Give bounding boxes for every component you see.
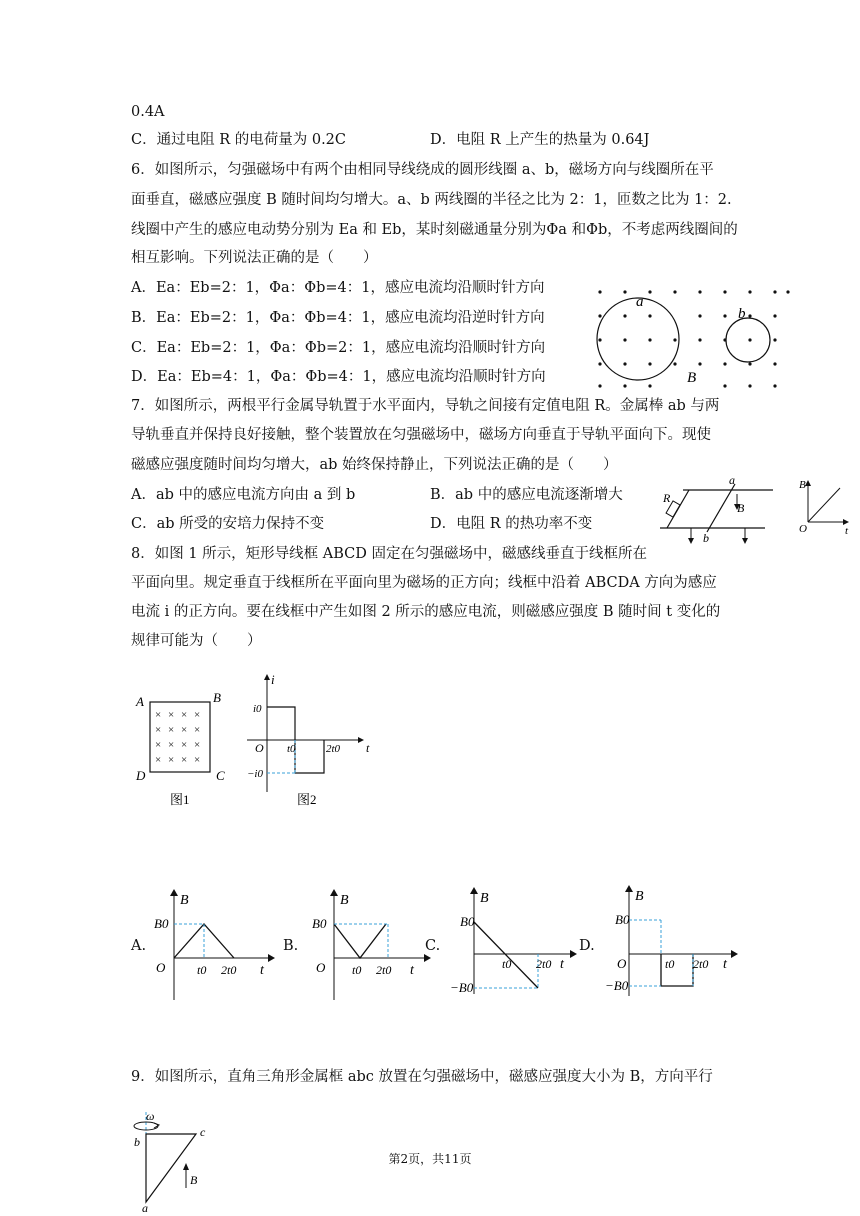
svg-text:−B0: −B0 — [605, 978, 629, 993]
svg-text:B: B — [190, 1173, 198, 1187]
q8-line: 8．如图 1 所示，矩形导线框 ABCD 固定在匀强磁场中，磁感线垂直于线框所在 — [131, 546, 648, 562]
svg-text:×: × — [181, 754, 188, 766]
option-c-label: C. — [425, 938, 441, 954]
q6-line: 6．如图所示，匀强磁场中有两个由相同导线绕成的圆形线圈 a、b，磁场方向与线圈所在平 — [131, 162, 714, 178]
svg-text:B0: B0 — [460, 914, 475, 929]
q7-option-c: C．ab 所受的安培力保持不变 — [131, 516, 325, 532]
svg-text:B: B — [340, 893, 349, 908]
svg-text:×: × — [155, 709, 162, 721]
svg-text:×: × — [155, 739, 162, 751]
svg-text:i0: i0 — [253, 703, 262, 715]
option-c: C．通过电阻 R 的电荷量为 0.2C — [131, 132, 346, 148]
svg-text:×: × — [194, 709, 201, 721]
fig8-figures — [130, 672, 390, 812]
svg-text:×: × — [194, 739, 201, 751]
q7-line: 7．如图所示，两根平行金属导轨置于水平面内，导轨之间接有定值电阻 R。金属棒 ab 与两 — [131, 398, 720, 414]
option-d: D．电阻 R 上产生的热量为 0.64J — [430, 132, 650, 148]
svg-text:a: a — [142, 1201, 148, 1214]
option-a-label: A. — [131, 938, 147, 954]
q8-line: 平面向里。规定垂直于线框所在平面向里为磁场的正方向；线框中沿着 ABCDA 方向为感应 — [131, 575, 717, 591]
svg-text:R: R — [663, 491, 671, 505]
option-d-graph — [605, 884, 740, 999]
svg-text:图2: 图2 — [297, 792, 317, 807]
q8-line: 规律可能为（ ） — [131, 633, 262, 649]
svg-text:×: × — [168, 709, 175, 721]
svg-text:B: B — [737, 501, 745, 515]
svg-text:2t0: 2t0 — [376, 963, 392, 977]
coil-b-label: b — [738, 306, 746, 322]
svg-text:ω: ω — [146, 1109, 155, 1123]
svg-text:B0: B0 — [154, 916, 169, 931]
svg-text:c: c — [200, 1125, 206, 1139]
svg-text:2t0: 2t0 — [326, 743, 341, 755]
fig7-rails — [655, 474, 855, 546]
q6-option-a: A．Ea：Eb=2：1，Φa：Φb=4：1，感应电流均沿顺时针方向 — [131, 280, 545, 296]
svg-text:×: × — [168, 739, 175, 751]
svg-text:B: B — [480, 891, 489, 906]
svg-text:a: a — [729, 474, 735, 487]
svg-text:t0: t0 — [352, 963, 362, 977]
svg-text:−i0: −i0 — [247, 768, 263, 780]
svg-text:O: O — [156, 960, 166, 975]
q6-line: 面垂直，磁感应强度 B 随时间均匀增大。a、b 两线圈的半径之比为 2：1，匝数之比为 1：2. — [131, 192, 732, 208]
q6-line: 相互影响。下列说法正确的是（ ） — [131, 250, 378, 266]
page-footer: 第2页，共11页 — [388, 1152, 472, 1166]
svg-text:O: O — [255, 741, 264, 755]
svg-text:D: D — [136, 768, 146, 783]
svg-text:B: B — [213, 690, 221, 705]
svg-text:×: × — [168, 754, 175, 766]
option-b-graph — [310, 888, 435, 1003]
svg-text:t0: t0 — [287, 743, 296, 755]
svg-text:×: × — [155, 724, 162, 736]
svg-text:t: t — [723, 957, 727, 972]
fig6-coils — [588, 284, 798, 394]
text-line: 0.4A — [131, 104, 165, 120]
svg-text:b: b — [134, 1135, 140, 1149]
q6-option-d: D．Ea：Eb=4：1，Φa：Φb=4：1，感应电流均沿顺时针方向 — [131, 369, 546, 385]
svg-text:t0: t0 — [197, 963, 207, 977]
option-b-label: B. — [283, 938, 299, 954]
q8-line: 电流 i 的正方向。要在线框中产生如图 2 所示的感应电流，则磁感应强度 B 随时间 t 变化的 — [131, 604, 721, 620]
svg-text:A: A — [136, 694, 144, 709]
svg-text:2t0: 2t0 — [693, 957, 709, 971]
q7-option-a: A．ab 中的感应电流方向由 a 到 b — [131, 487, 356, 503]
coil-a — [597, 298, 679, 380]
svg-text:×: × — [194, 754, 201, 766]
option-c-graph — [450, 886, 580, 996]
option-d-label: D. — [579, 938, 595, 954]
svg-text:t: t — [260, 963, 264, 978]
svg-text:2t0: 2t0 — [536, 957, 552, 971]
svg-text:O: O — [617, 956, 627, 971]
svg-text:B: B — [799, 479, 806, 491]
svg-text:−B0: −B0 — [450, 980, 474, 995]
svg-text:×: × — [155, 754, 162, 766]
coil-b — [726, 318, 770, 362]
svg-text:t0: t0 — [502, 957, 512, 971]
svg-text:2t0: 2t0 — [221, 963, 237, 977]
svg-text:C: C — [216, 768, 225, 783]
svg-text:t: t — [845, 525, 849, 537]
svg-text:B: B — [180, 893, 189, 908]
svg-text:t0: t0 — [665, 957, 675, 971]
option-a-graph — [150, 888, 280, 1003]
q9-line: 9．如图所示，直角三角形金属框 abc 放置在匀强磁场中，磁感应强度大小为 B，方向平行 — [131, 1069, 713, 1085]
svg-text:B: B — [635, 889, 644, 904]
q7-option-d: D．电阻 R 的热功率不变 — [430, 516, 593, 532]
svg-text:i: i — [271, 672, 275, 687]
svg-text:×: × — [181, 739, 188, 751]
svg-text:×: × — [194, 724, 201, 736]
q6-option-c: C．Ea：Eb=2：1，Φa：Φb=2：1，感应电流均沿顺时针方向 — [131, 340, 546, 356]
q7-line: 磁感应强度随时间均匀增大，ab 始终保持静止，下列说法正确的是（ ） — [131, 457, 618, 473]
svg-text:图1: 图1 — [170, 792, 190, 807]
svg-text:B0: B0 — [312, 916, 327, 931]
svg-text:O: O — [799, 523, 807, 535]
svg-text:t: t — [366, 741, 370, 755]
svg-text:b: b — [703, 531, 709, 545]
q7-line: 导轨垂直并保持良好接触，整个装置放在匀强磁场中，磁场方向垂直于导轨平面向下。现使 — [131, 427, 711, 443]
q7-option-b: B．ab 中的感应电流逐渐增大 — [430, 487, 623, 503]
q6-line: 线圈中产生的感应电动势分别为 Ea 和 Eb，某时刻磁通量分别为Φa 和Φb，不考虑两线圈间的 — [131, 222, 738, 238]
svg-text:×: × — [168, 724, 175, 736]
field-label: B — [687, 370, 697, 386]
svg-text:O: O — [316, 960, 326, 975]
svg-text:×: × — [181, 724, 188, 736]
svg-text:t: t — [560, 957, 564, 972]
svg-text:t: t — [410, 963, 414, 978]
q6-option-b: B．Ea：Eb=2：1，Φa：Φb=4：1，感应电流均沿逆时针方向 — [131, 310, 545, 326]
svg-text:B0: B0 — [615, 912, 630, 927]
coil-a-label: a — [636, 294, 644, 310]
svg-text:×: × — [181, 709, 188, 721]
